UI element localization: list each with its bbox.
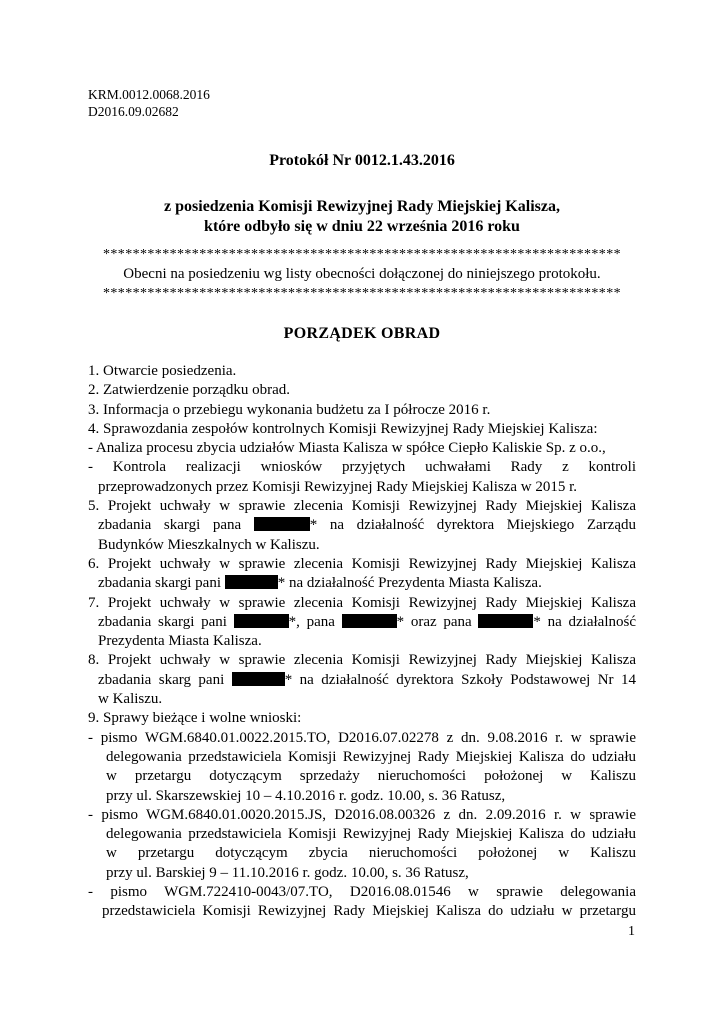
agenda-item-5-line-1: 5. Projekt uchwały w sprawie zlecenia Komisji Rewizyjnej Rady Miejskiej Kalisza — [88, 498, 636, 515]
document-reference — [88, 86, 210, 120]
agenda-item-6-line-2 — [88, 574, 636, 593]
subtitle-line-1: z posiedzenia Komisji Rewizyjnej Rady Miejskiej Kalisza, — [164, 198, 560, 215]
star-separator-top: ********************************************************************** — [103, 247, 621, 262]
agenda-item-9a-line-1: - pismo WGM.6840.01.0022.2015.TO, D2016.07.02278 z dn. 9.08.2016 r. w sprawie — [88, 729, 636, 746]
agenda-item-8-line-3: w Kaliszu. — [98, 691, 163, 708]
redaction-box — [234, 614, 289, 628]
agenda-item-5-text-b: * na działalność dyrektora Miejskiego Zarządu — [309, 517, 636, 534]
agenda-item-9a-line-2: delegowania przedstawiciela Komisji Rewizyjnej Rady Miejskiej Kalisza do udziału — [106, 748, 636, 765]
agenda-item-1: 1. Otwarcie posiedzenia. — [88, 363, 237, 379]
attendance-note: Obecni na posiedzeniu wg listy obecności dołączonej do niniejszego protokołu. — [123, 266, 601, 282]
agenda-item-8-line-1: 8. Projekt uchwały w sprawie zlecenia Komisji Rewizyjnej Rady Miejskiej Kalisza — [88, 652, 636, 669]
agenda-item-3: 3. Informacja o przebiegu wykonania budżetu za I półrocze 2016 r. — [88, 401, 491, 418]
redaction-box — [342, 614, 397, 628]
agenda-item-9c-line-1: - pismo WGM.722410-0043/07.TO, D2016.08.01546 w sprawie delegowania — [88, 884, 636, 901]
agenda-item-7-text-d: * na działalność — [533, 613, 636, 630]
case-number: KRM.0012.0068.2016 — [88, 87, 210, 102]
agenda-item-9a-line-3: w przetargu dotyczącym sprzedaży nieruchomości położonej w Kaliszu — [106, 768, 636, 785]
agenda-item-9a-line-4: przy ul. Skarszewskiej 10 – 4.10.2016 r. godz. 10.00, s. 36 Ratusz, — [106, 787, 506, 804]
redaction-box — [254, 517, 310, 531]
agenda-item-7-line-3: Prezydenta Miasta Kalisza. — [98, 633, 262, 650]
agenda-item-9c-line-2: przedstawiciela Komisji Rewizyjnej Rady Miejskiej Kalisza do udziału w przetargu — [102, 903, 636, 920]
agenda-item-8-line-2 — [88, 671, 636, 690]
agenda-item-7-line-1: 7. Projekt uchwały w sprawie zlecenia Komisji Rewizyjnej Rady Miejskiej Kalisza — [88, 594, 636, 611]
redaction-box — [232, 672, 285, 686]
agenda-item-5-line-3: Budynków Mieszkalnych w Kaliszu. — [98, 536, 320, 553]
protocol-subtitle — [88, 197, 636, 237]
agenda-item-4a: - Analiza procesu zbycia udziałów Miasta Kalisza w spółce Ciepło Kaliskie Sp. z o.o., — [88, 440, 606, 457]
agenda-item-9: 9. Sprawy bieżące i wolne wnioski: — [88, 710, 302, 727]
agenda-item-2: 2. Zatwierdzenie porządku obrad. — [88, 382, 290, 399]
agenda-item-9b-line-2: delegowania przedstawiciela Komisji Rewizyjnej Rady Miejskiej Kalisza do udziału — [106, 826, 636, 843]
subtitle-line-2: które odbyło się w dniu 22 września 2016 roku — [204, 218, 520, 235]
agenda-heading: PORZĄDEK OBRAD — [283, 325, 441, 342]
agenda-item-4b-line-2: przeprowadzonych przez Komisji Rewizyjnej Rady Miejskiej Kalisza w 2015 r. — [98, 478, 578, 495]
protocol-title: Protokół Nr 0012.1.43.2016 — [269, 152, 455, 169]
agenda-item-9b-line-4: przy ul. Barskiej 9 – 11.10.2016 r. godz. 10.00, s. 36 Ratusz, — [106, 864, 469, 881]
agenda-item-5-text-a: zbadania skargi pana — [98, 517, 254, 534]
page-number: 1 — [628, 924, 635, 939]
agenda-item-6-text-a: zbadania skargi pani — [98, 575, 225, 592]
agenda-item-5-line-2 — [88, 516, 636, 535]
agenda-item-8-text-a: zbadania skarg pani — [98, 671, 232, 688]
agenda-list — [88, 362, 636, 922]
agenda-item-6-text-b: * na działalność Prezydenta Miasta Kalisza. — [277, 575, 542, 592]
document-number: D2016.09.02682 — [88, 104, 179, 119]
agenda-item-4: 4. Sprawozdania zespołów kontrolnych Komisji Rewizyjnej Rady Miejskiej Kalisza: — [88, 420, 598, 437]
agenda-item-9b-line-1: - pismo WGM.6840.01.0020.2015.JS, D2016.08.00326 z dn. 2.09.2016 r. w sprawie — [88, 806, 636, 823]
agenda-item-6-line-1: 6. Projekt uchwały w sprawie zlecenia Komisji Rewizyjnej Rady Miejskiej Kalisza — [88, 555, 636, 572]
redaction-box — [225, 575, 278, 589]
agenda-item-7-text-b: *, pana — [288, 613, 342, 630]
agenda-item-9b-line-3: w przetargu dotyczącym zbycia nieruchomości położonej w Kaliszu — [106, 845, 636, 862]
agenda-item-7-text-a: zbadania skargi pani — [98, 613, 234, 630]
agenda-item-7-line-2 — [88, 613, 636, 632]
agenda-item-4b-line-1: - Kontrola realizacji wniosków przyjętych uchwałami Rady z kontroli — [88, 459, 636, 476]
agenda-item-7-text-c: * oraz pana — [396, 613, 479, 630]
agenda-item-8-text-b: * na działalność dyrektora Szkoły Podstawowej Nr 14 — [284, 671, 637, 688]
star-separator-bottom: ********************************************************************** — [103, 286, 621, 301]
redaction-box — [478, 614, 533, 628]
